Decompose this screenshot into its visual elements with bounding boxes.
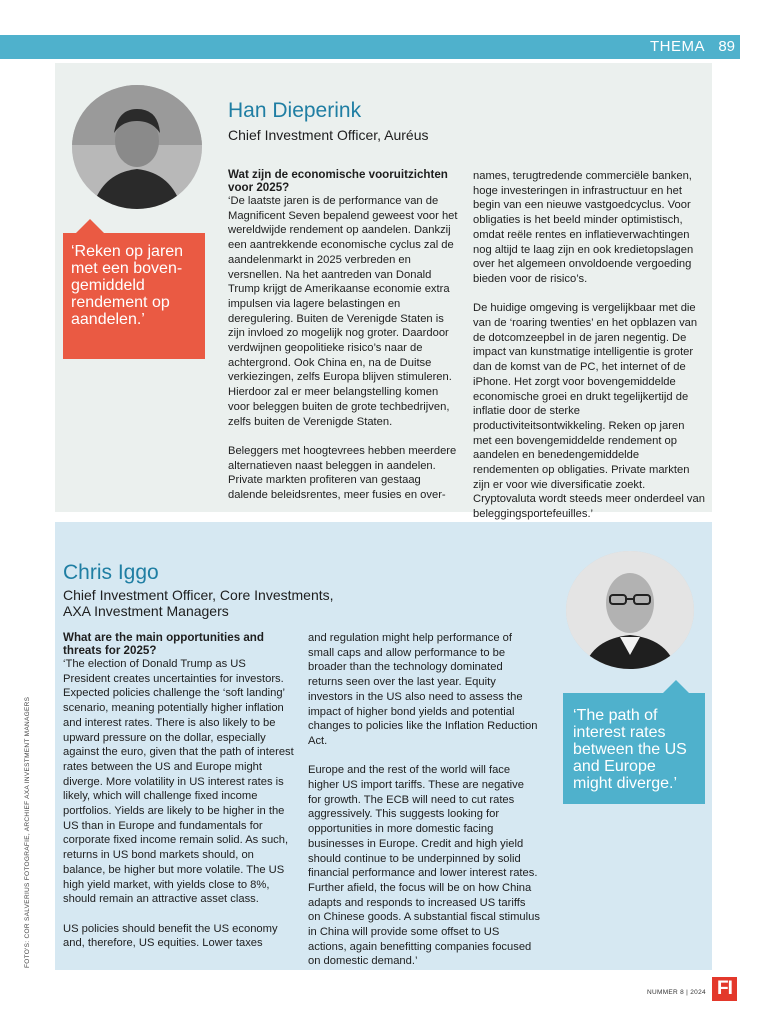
portrait-photo-dieperink	[72, 85, 202, 209]
page-number: 89	[718, 38, 735, 55]
section-label: THEMA	[650, 38, 705, 55]
interviewee-name: Han Dieperink	[228, 99, 362, 122]
article-column-1	[63, 631, 295, 951]
magazine-logo: FI	[712, 977, 737, 1001]
interviewee-name: Chris Iggo	[63, 561, 159, 584]
article-column-2	[473, 169, 705, 522]
photo-credit: FOTO'S: COR SALVERIUS FOTOGRAFIE, ARCHIEF AXA INVESTMENT MANAGERS	[24, 696, 31, 968]
paragraph: De huidige omgeving is vergelijkbaar met die van de ‘roaring twenties’ en het opblazen van de dotcomzeepbel in de jaren negentig. De impact van kunstmatige intelligentie is groter dan de komst van de PC, het internet of de iPhone. Het zorgt voor bovengemiddelde economische groei en drukt tegelijkertijd de inflatie door de sterke productiviteitsontwikkeling. Reken op jaren met een bovengemiddelde rendement op aandelen en benedengemiddelde rendementen op obligaties. Private markten zijn er voor wie diversificatie zoekt. Cryptovaluta wordt steeds meer onderdeel van beleggingsportefeuilles.’	[473, 302, 705, 521]
article-column-2	[308, 631, 540, 969]
pull-quote: ‘Reken op jaren met een boven-gemiddeld rendement op aandelen.’	[63, 233, 205, 359]
paragraph: ‘De laatste jaren is de performance van de Magnificent Seven bepalend geweest voor het wereldwijde rendement op aandelen. Dankzij een aantrekkende economische cyclus zal de aandelenmarkt in 2025 verbreden en versnellen. Na het aantreden van Donald Trump krijgt de Amerikaanse economie extra impulsen via lagere belastingen en deregulering. Buiten de Verenigde Staten is zijn invloed zo mogelijk nog groter. Daardoor verdwijnen geopolitieke risico’s naar de achtergrond. Ook China en, na de Duitse verkiezingen, zelfs Europa blijven stimuleren. Hierdoor zal er meer belangstelling komen voor beleggen buiten de grote techbedrijven, zelfs buiten de Verenigde Staten.	[228, 195, 458, 428]
pull-quote: ‘The path of interest rates between the US and Europe might diverge.’	[563, 693, 705, 804]
interview-question: What are the main opportunities and threats for 2025?	[63, 631, 264, 657]
section-header-band	[0, 35, 740, 59]
interviewee-role: Chief Investment Officer, Auréus	[228, 127, 429, 143]
portrait-photo-iggo	[566, 551, 694, 669]
article-column-1	[228, 168, 458, 503]
paragraph: US policies should benefit the US economy and, therefore, US equities. Lower taxes	[63, 922, 278, 950]
paragraph: Europe and the rest of the world will face higher US import tariffs. These are negative for growth. The ECB will need to cut rates aggressively. This suggests looking for opportunities in more domestic facing businesses in Europe. Credit and high yield should continue to be underpinned by solid financial performance and lower interest rates. Further afield, the focus will be on how China adapts and responds to increased US tariffs on Chinese goods. A substantial fiscal stimulus in China will provide some offset to US actions, again benefitting companies focused on domestic demand.’	[308, 764, 540, 968]
issue-number: NUMMER 8 | 2024	[647, 989, 706, 996]
paragraph: and regulation might help performance of small caps and allow performance to be broader than the technology dominated returns seen over the last year. Equity investors in the US also need to assess the impact of higher bond yields and potential changes to policies like the Inflation Reduction Act.	[308, 632, 538, 747]
interviewee-role-line1: Chief Investment Officer, Core Investments,	[63, 587, 334, 603]
paragraph: names, terugtredende commerciële banken, hoge investeringen in infrastructuur en het begin van een nieuwe vastgoedcyclus. Voor obligaties is het beeld minder optimistisch, omdat reële rentes en inflatieverwachtingen nog altijd te laag zijn en ook kredietopslagen over het algemeen onvoldoende vergoeding bieden voor de risico’s.	[473, 170, 694, 285]
paragraph: Beleggers met hoogtevrees hebben meerdere alternatieven naast beleggen in aandelen. Private markten profiteren van gestaag dalende beleidsrentes, meer fusies en over-	[228, 444, 457, 502]
portrait-iggo-image	[566, 551, 694, 669]
interview-question: Wat zijn de economische vooruitzichten voor 2025?	[228, 168, 448, 194]
interviewee-role-line2: AXA Investment Managers	[63, 603, 229, 619]
portrait-dieperink-image	[72, 85, 202, 209]
paragraph: ‘The election of Donald Trump as US President creates uncertainties for investors. Expected policies challenge the ‘soft landing’ scenario, meaning potentially higher inflation and interest rates. There is also likely to be upward pressure on the dollar, especially against the euro, given that the path of interest rates between the US and Europe might diverge. More volatility in US interest rates is likely, which will challenge fixed income portfolios. Yields are likely to be higher in the US than in Europe and fundamentals for corporate fixed income remain solid. As such, returns in US bond markets should, on balance, be higher but more volatile. The US high yield market, with yields close to 8%, should remain an attractive asset class.	[63, 658, 294, 906]
